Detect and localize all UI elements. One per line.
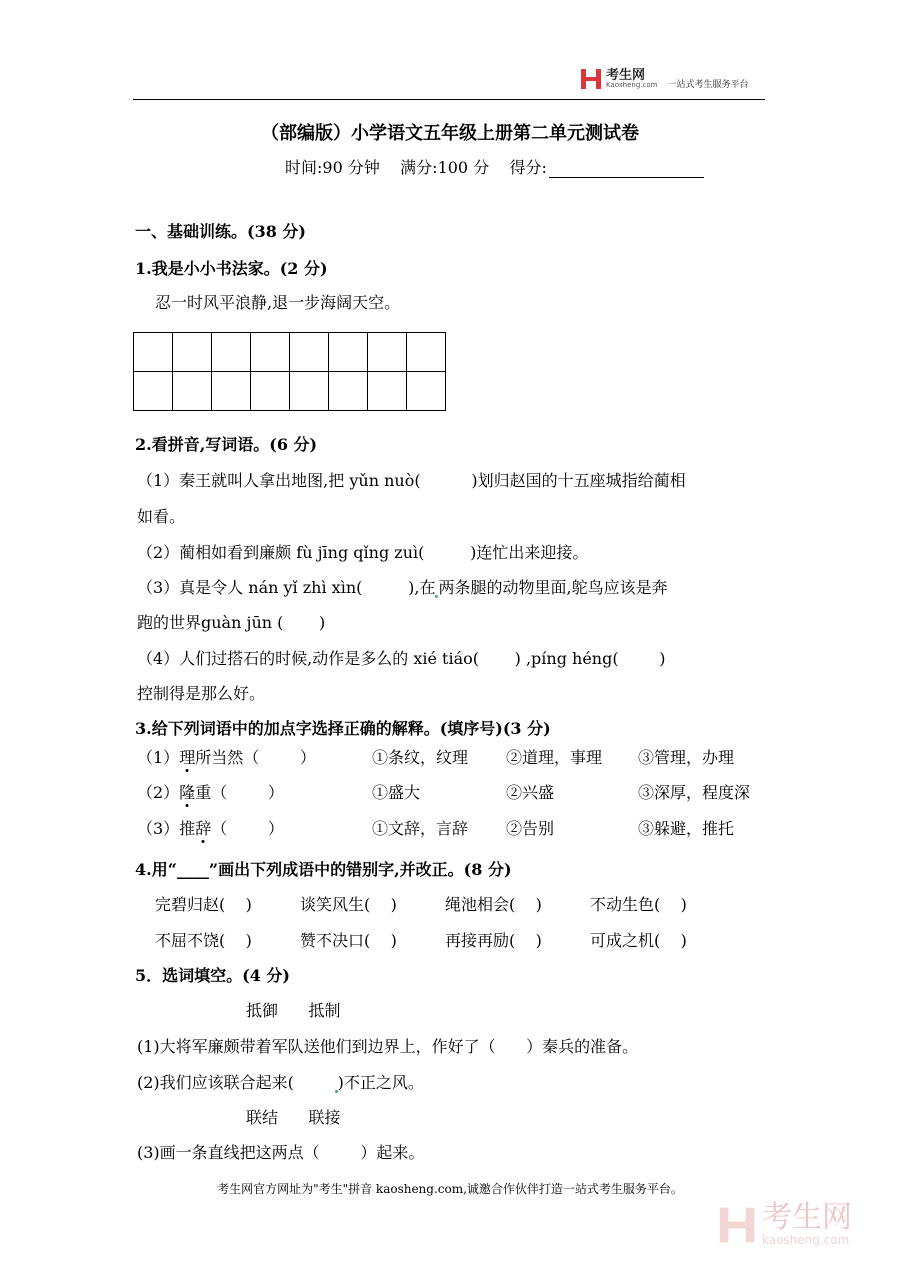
q4-heading: 4.用“____”画出下列成语中的错别字,并改正。(8 分) (135, 860, 512, 879)
q5-word-choices-2: 联结 联接 (246, 1108, 341, 1127)
q1-text: 忍一时风平浪静,退一步海阔天空。 (155, 293, 401, 312)
grid-cell[interactable] (251, 372, 290, 411)
score-blank[interactable] (549, 161, 704, 178)
grid-cell[interactable] (212, 372, 251, 411)
grid-cell[interactable] (290, 333, 329, 372)
q2-line-1: （1）秦王就叫人拿出地图,把 yǔn nuò( )划归赵国的十五座城指给蔺相 (137, 471, 686, 490)
grid-cell[interactable] (134, 333, 173, 372)
grid-cell[interactable] (407, 372, 446, 411)
q2-line-2: （2）蔺相如看到廉颇 fù jīng qǐng zuì( )连忙出来迎接。 (137, 543, 589, 562)
q3-word: （ ） (211, 819, 284, 838)
q3-row-3-opt-c: ③躲避，推托 (638, 819, 735, 838)
grid-cell[interactable] (407, 333, 446, 372)
q4-row1-item: 谈笑风生( ) (300, 895, 397, 914)
q3-row-1-opt-b: ②道理，事理 (506, 748, 603, 767)
exam-info-text: 时间:90 分钟 满分:100 分 得分: (285, 158, 547, 177)
writing-grid[interactable] (133, 332, 446, 411)
q3-row-2-opt-a: ①盛大 (372, 783, 421, 802)
q5-word-choices-1: 抵御 抵制 (246, 1001, 341, 1020)
grid-cell[interactable] (251, 333, 290, 372)
q5-sentence-3: (3)画一条直线把这两点（ ）起来。 (137, 1143, 425, 1162)
q2-line-1b: 如看。 (137, 507, 186, 526)
q3-word: 所当然（ ） (195, 748, 316, 767)
q2-line-3 (137, 575, 668, 598)
header-rule (133, 99, 765, 100)
q4-row2-item: 可成之机( ) (590, 931, 687, 950)
q3-row-1 (137, 745, 316, 768)
watermark-name: 考生网 (762, 1200, 852, 1235)
q5-sentence-1: (1)大将军廉颇带着军队送他们到边界上，作好了（ ）秦兵的准备。 (137, 1037, 639, 1056)
q5-sentence-2a: (2)我们应该联合起来( (137, 1073, 335, 1092)
q3-row-3-opt-a: ①文辞，言辞 (372, 819, 469, 838)
q2-line-4b: 控制得是那么好。 (137, 684, 266, 703)
q3-heading: 3.给下列词语中的加点字选择正确的解释。(填序号)(3 分) (135, 719, 551, 738)
q4-row1-item: 不动生色( ) (590, 895, 687, 914)
q3-word: 重（ ） (195, 783, 284, 802)
grid-cell[interactable] (329, 372, 368, 411)
q3-row-3-opt-b: ②告别 (506, 819, 555, 838)
q3-row-1-opt-c: ③管理，办理 (638, 748, 735, 767)
q5-sentence-2 (137, 1070, 424, 1093)
watermark-logo-icon (718, 1206, 756, 1244)
q4-row2-item: 赞不决口( ) (300, 931, 397, 950)
q3-row-2 (137, 780, 284, 803)
q2-line-4: （4）人们过搭石的时候,动作是多么的 xié tiáo( ) ,píng héng( ) (137, 649, 666, 668)
q3-row-2-opt-b: ②兴盛 (506, 783, 555, 802)
watermark-domain: kaosheng.com (762, 1233, 850, 1247)
q4-row2-item: 再接再励( ) (445, 931, 542, 950)
logo-domain: Kaosheng.com (606, 81, 658, 89)
logo-slogan: 一站式考生服务平台 (667, 79, 749, 90)
grid-cell[interactable] (173, 333, 212, 372)
grid-cell[interactable] (134, 372, 173, 411)
q4-row2-item: 不屈不饶( ) (155, 931, 252, 950)
q1-heading: 1.我是小小书法家。(2 分) (135, 259, 328, 278)
dotted-char: 理 (179, 748, 196, 767)
logo-icon (580, 68, 602, 90)
grid-cell[interactable] (212, 333, 251, 372)
exam-info (285, 155, 704, 178)
watermark (718, 1200, 852, 1247)
q2-line-3b: 两条腿的动物里面,鸵鸟应该是奔 (438, 578, 668, 597)
grid-cell[interactable] (329, 333, 368, 372)
page-title: （部编版）小学语文五年级上册第二单元测试卷 (261, 123, 639, 144)
dotted-char: 辞 (195, 819, 212, 838)
grid-cell[interactable] (290, 372, 329, 411)
q2-line-3a: （3）真是令人 nán yǐ zhì xìn( ),在 (137, 578, 436, 597)
q4-row1-item: 绳池相会( ) (445, 895, 542, 914)
dotted-char: 隆 (179, 783, 196, 802)
q3-prefix: （1） (137, 748, 180, 767)
q3-prefix: （2） (137, 783, 180, 802)
grid-cell[interactable] (368, 333, 407, 372)
q5-sentence-2b: )不正之风。 (337, 1073, 424, 1092)
grid-cell[interactable] (368, 372, 407, 411)
q3-row-3 (137, 816, 284, 839)
q2-line-3c: 跑的世界guàn jūn ( ) (137, 613, 326, 632)
q3-row-2-opt-c: ③深厚，程度深 (638, 783, 751, 802)
footer-note: 考生网官方网址为"考生"拼音 kaosheng.com,诚邀合作伙伴打造一站式考生服务平台。 (217, 1182, 683, 1196)
q2-heading: 2.看拼音,写词语。(6 分) (135, 435, 318, 454)
q5-heading: 5．选词填空。(4 分) (135, 966, 290, 985)
section-1-heading: 一、基础训练。(38 分) (135, 222, 306, 241)
logo-name: 考生网 (606, 68, 646, 83)
grid-cell[interactable] (173, 372, 212, 411)
q3-row-1-opt-a: ①条纹，纹理 (372, 748, 469, 767)
q4-row1-item: 完碧归赵( ) (155, 895, 252, 914)
header-logo (580, 68, 749, 90)
q3-prefix: （3）推 (137, 819, 196, 838)
